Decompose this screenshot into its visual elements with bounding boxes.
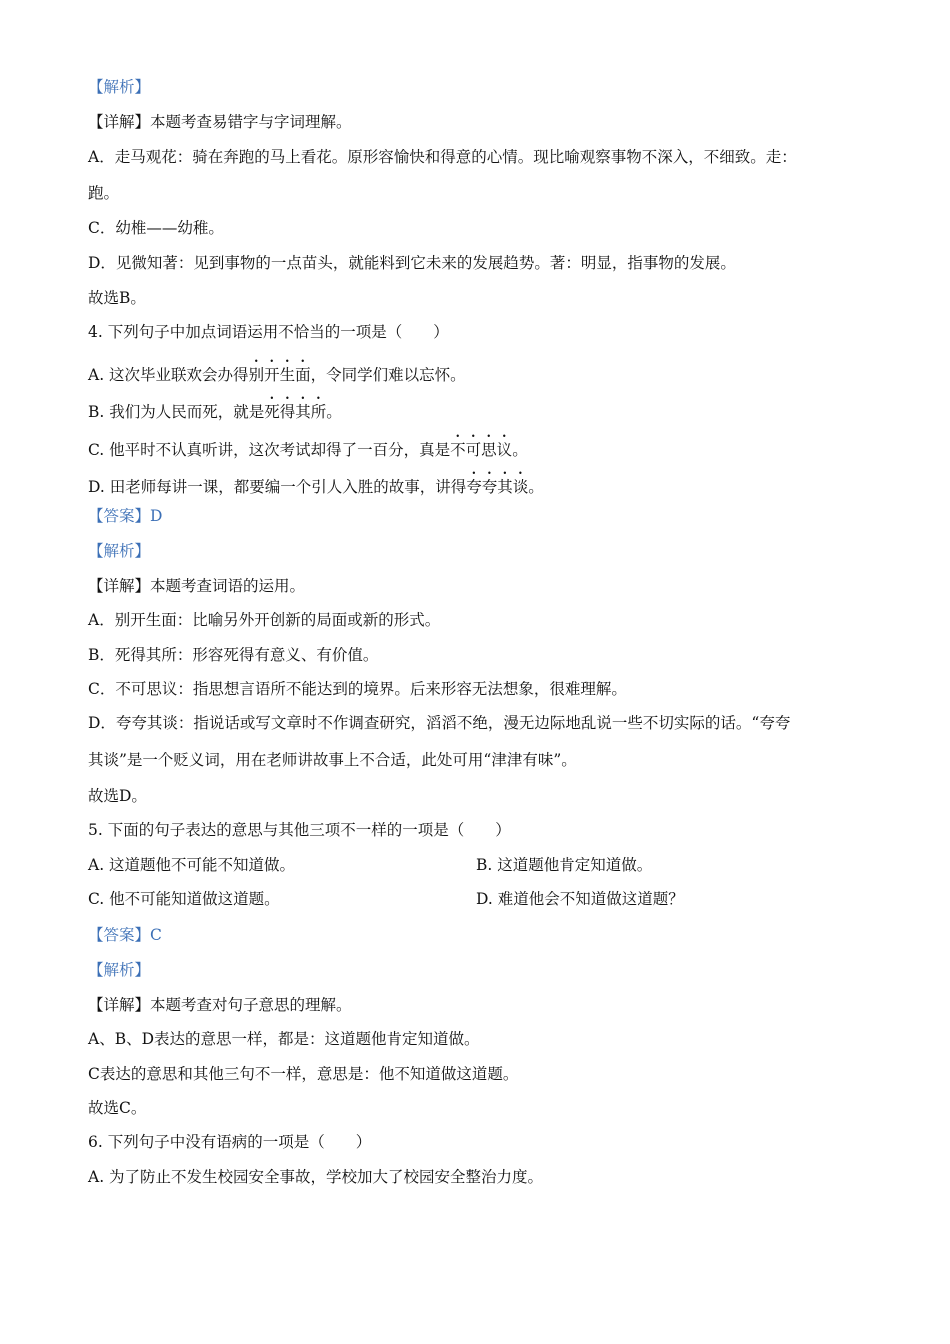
explanation-d-cont: 其谈”是一个贬义词，用在老师讲故事上不合适，此处可用“津津有味”。 [88, 751, 577, 769]
option-text: 。 [512, 441, 528, 459]
analysis-tag: 【解析】 [88, 961, 151, 979]
emphasized-word: 不可思议 [450, 441, 513, 459]
emphasized-word: 别开生面 [248, 366, 311, 384]
emphasized-word: 夸夸其谈 [466, 478, 529, 496]
explanation-a: A．走马观花：骑在奔跑的马上看花。原形容愉快和得意的心情。现比喻观察事物不深入，不细致。走： [88, 148, 797, 166]
option-text: A. 这次毕业联欢会办得 [88, 366, 249, 384]
explanation-b: B．死得其所：形容死得有意义、有价值。 [88, 646, 379, 664]
question-4-option-c [88, 432, 528, 460]
select-text: 故选D。 [88, 787, 147, 805]
detail-text: 【详解】本题考查对句子意思的理解。 [88, 996, 352, 1014]
explanation-d: D．夸夸其谈：指说话或写文章时不作调查研究，滔滔不绝，漫无边际地乱说一些不切实际的话。“夸夸 [88, 714, 791, 732]
analysis-tag: 【解析】 [88, 78, 151, 96]
question-6-stem: 6. 下列句子中没有语病的一项是（ ） [88, 1133, 372, 1151]
explanation-2: C表达的意思和其他三句不一样，意思是：他不知道做这道题。 [88, 1065, 519, 1083]
explanation-a-cont: 跑。 [88, 184, 120, 202]
option-text: B. 我们为人民而死，就是 [88, 403, 265, 421]
answer-text: 【答案】C [88, 926, 162, 944]
explanation-a: A．别开生面：比喻另外开创新的局面或新的形式。 [88, 611, 441, 629]
question-5-stem: 5. 下面的句子表达的意思与其他三项不一样的一项是（ ） [88, 821, 511, 839]
analysis-tag: 【解析】 [88, 542, 151, 560]
explanation-c: C．不可思议：指思想言语所不能达到的境界。后来形容无法想象，很难理解。 [88, 680, 627, 698]
option-text: ，令同学们难以忘怀。 [310, 366, 466, 384]
option-text: D. 田老师每讲一课，都要编一个引人入胜的故事，讲得 [88, 478, 467, 496]
option-text: 。 [528, 478, 544, 496]
answer-text: 【答案】D [88, 507, 163, 525]
explanation-c: C．幼椎——幼稚。 [88, 219, 224, 237]
question-4-option-b [88, 394, 342, 422]
question-4-stem: 4. 下列句子中加点词语运用不恰当的一项是（ ） [88, 323, 449, 341]
question-5-option-d: D. 难道他会不知道做这道题？ [476, 890, 684, 908]
question-6-option-a: A. 为了防止不发生校园安全事故，学校加大了校园安全整治力度。 [88, 1168, 544, 1186]
detail-text: 【详解】本题考查词语的运用。 [88, 577, 306, 595]
explanation-1: A、B、D表达的意思一样，都是：这道题他肯定知道做。 [88, 1030, 480, 1048]
option-text: C. 他平时不认真听讲，这次考试却得了一百分，真是 [88, 441, 451, 459]
option-text: 。 [326, 403, 342, 421]
question-4-option-a [88, 357, 466, 385]
explanation-d: D．见微知著：见到事物的一点苗头，就能料到它未来的发展趋势。著：明显，指事物的发展。 [88, 254, 736, 272]
select-text: 故选C。 [88, 1099, 147, 1117]
question-4-option-d [88, 469, 544, 497]
question-5-option-a: A. 这道题他不可能不知道做。 [88, 856, 296, 874]
select-text: 故选B。 [88, 289, 146, 307]
question-5-option-c: C. 他不可能知道做这道题。 [88, 890, 280, 908]
emphasized-word: 死得其所 [264, 403, 327, 421]
detail-text: 【详解】本题考查易错字与字词理解。 [88, 113, 352, 131]
question-5-option-b: B. 这道题他肯定知道做。 [476, 856, 653, 874]
